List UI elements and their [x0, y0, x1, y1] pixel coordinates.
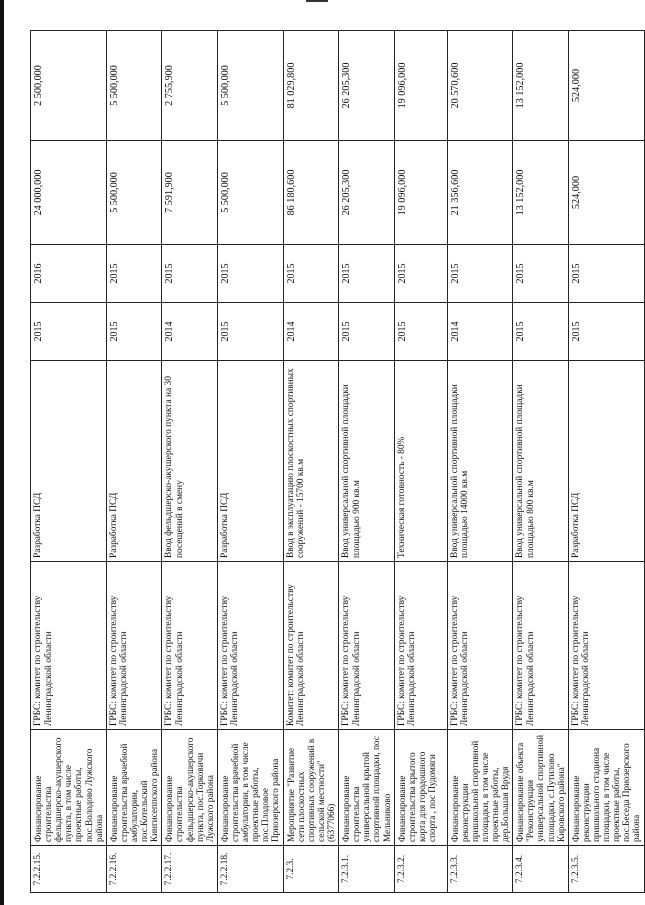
start-year-cell: 2015	[31, 303, 107, 361]
responsible-authority-cell: ГРБС: комитет по строительству Ленинградской области	[162, 562, 218, 730]
responsible-authority-cell: ГРБС: комитет по строительству Ленинградской области	[31, 562, 107, 730]
table-row	[162, 31, 218, 893]
planned-amount-cell: 5 500,000	[217, 31, 283, 141]
scan-mark	[306, 0, 328, 2]
planned-amount-cell: 2 755,900	[162, 31, 218, 141]
total-cost-cell: 26 205,300	[339, 141, 395, 245]
program-table	[30, 30, 645, 893]
expected-result-cell: Техническая готовность - 80%	[394, 361, 447, 562]
activity-name-cell: Финансирование реконструкции пришкольного стадиона площадки, в том числе проектные работы, пос.Беседа Приозерского района	[568, 730, 644, 846]
row-number-cell: 7.2.2.18.	[217, 846, 283, 893]
planned-amount-cell: 81 029,800	[283, 31, 339, 141]
activity-name-cell: Финансирование строительства фельдшерско-акушерского пункта, пос.Торковичи Лужского района	[162, 730, 218, 846]
row-number-cell: 7.2.2.17.	[162, 846, 218, 893]
table-row	[394, 31, 447, 893]
responsible-authority-cell: ГРБС: комитет по строительству Ленинградской области	[217, 562, 283, 730]
table-row	[447, 31, 513, 893]
activity-name-cell: Финансирование строительства универсальной крытой спортивной площадки, пос Мельниково	[339, 730, 395, 846]
table-row	[31, 31, 107, 893]
start-year-cell: 2014	[283, 303, 339, 361]
responsible-authority-cell: ГРБС: комитет по строительству Ленинградской области	[568, 562, 644, 730]
row-number-cell: 7.2.3.1.	[339, 846, 395, 893]
expected-result-cell: Ввод в эксплуатацию плоскостных спортивных сооружений - 15700 кв.м	[283, 361, 339, 562]
end-year-cell: 2015	[394, 245, 447, 303]
row-number-cell: 7.2.2.16.	[106, 846, 162, 893]
expected-result-cell: Разработка ПСД	[568, 361, 644, 562]
total-cost-cell: 24 000,000	[31, 141, 107, 245]
table-body	[31, 31, 645, 893]
end-year-cell: 2015	[162, 245, 218, 303]
expected-result-cell: Разработка ПСД	[31, 361, 107, 562]
row-number-cell: 7.2.3.2.	[394, 846, 447, 893]
activity-name-cell: Финансирование объекта "Реконструкция универсальной спортивной площадки, с.Путилово Кировского района"	[513, 730, 569, 846]
table-row	[568, 31, 644, 893]
total-cost-cell: 5 500,000	[106, 141, 162, 245]
activity-name-cell: Мероприятие "Развитие сети плоскостных спортивных сооружений в сельской местности" (6377066)	[283, 730, 339, 846]
end-year-cell: 2015	[283, 245, 339, 303]
activity-name-cell: Финансирование строительства врачебной амбулатории, пос.Котельский Кингисеппского района	[106, 730, 162, 846]
start-year-cell: 2015	[513, 303, 569, 361]
end-year-cell: 2015	[513, 245, 569, 303]
planned-amount-cell: 26 205,300	[339, 31, 395, 141]
start-year-cell: 2015	[339, 303, 395, 361]
expected-result-cell: Ввод универсальной спортивной площадки площадью 14000 кв.м	[447, 361, 513, 562]
expected-result-cell: Разработка ПСД	[217, 361, 283, 562]
row-number-cell: 7.2.3.5.	[568, 846, 644, 893]
start-year-cell: 2015	[106, 303, 162, 361]
total-cost-cell: 524,000	[568, 141, 644, 245]
row-number-cell: 7.2.3.3.	[447, 846, 513, 893]
end-year-cell: 2015	[568, 245, 644, 303]
activity-name-cell: Финансирование реконструкции пришкольной спортивной площадки, в том числе проектные работы, дер.Большая Врудя	[447, 730, 513, 846]
end-year-cell: 2015	[447, 245, 513, 303]
expected-result-cell: Разработка ПСД	[106, 361, 162, 562]
start-year-cell: 2014	[447, 303, 513, 361]
expected-result-cell: Ввод универсальной спортивной площадки площадью 900 кв.м	[339, 361, 395, 562]
responsible-authority-cell: ГРБС: комитет по строительству Ленинградской области	[447, 562, 513, 730]
total-cost-cell: 19 096,000	[394, 141, 447, 245]
activity-name-cell: Финансирование строительства фельдшерско-акушерского пункта, в том числе проектные работы, пос.Володово Лужского района	[31, 730, 107, 846]
row-number-cell: 7.2.2.15.	[31, 846, 107, 893]
table-row	[283, 31, 339, 893]
start-year-cell: 2015	[568, 303, 644, 361]
end-year-cell: 2015	[339, 245, 395, 303]
start-year-cell: 2015	[217, 303, 283, 361]
planned-amount-cell: 13 152,000	[513, 31, 569, 141]
activity-name-cell: Финансирование строительства крытого корта для городошного спорта , пос Пудомяги	[394, 730, 447, 846]
scan-edge	[0, 0, 4, 905]
row-number-cell: 7.2.3.4.	[513, 846, 569, 893]
responsible-authority-cell: ГРБС: комитет по строительству Ленинградской области	[106, 562, 162, 730]
planned-amount-cell: 20 570,600	[447, 31, 513, 141]
table-row	[106, 31, 162, 893]
responsible-authority-cell: Комитет: комитет по строительству Ленинградской области	[283, 562, 339, 730]
end-year-cell: 2015	[217, 245, 283, 303]
start-year-cell: 2014	[162, 303, 218, 361]
start-year-cell: 2015	[394, 303, 447, 361]
table-row	[513, 31, 569, 893]
total-cost-cell: 13 152,000	[513, 141, 569, 245]
responsible-authority-cell: ГРБС: комитет по строительству Ленинградской области	[394, 562, 447, 730]
expected-result-cell: Ввод универсальной спортивной площадки площадью 800 кв.м	[513, 361, 569, 562]
total-cost-cell: 21 356,600	[447, 141, 513, 245]
activity-name-cell: Финансирование строительства врачебной амбулатории, в том числе проектные работы, пос.Плодовое Приозерского района	[217, 730, 283, 846]
responsible-authority-cell: ГРБС: комитет по строительству Ленинградской области	[513, 562, 569, 730]
planned-amount-cell: 524,000	[568, 31, 644, 141]
planned-amount-cell: 5 500,000	[106, 31, 162, 141]
table-row	[217, 31, 283, 893]
table-row	[339, 31, 395, 893]
total-cost-cell: 86 180,600	[283, 141, 339, 245]
responsible-authority-cell: ГРБС: комитет по строительству Ленинградской области	[339, 562, 395, 730]
total-cost-cell: 7 591,900	[162, 141, 218, 245]
expected-result-cell: Ввод фельдшерско-акушерского пункта на 30 посещений в смену	[162, 361, 218, 562]
planned-amount-cell: 19 096,000	[394, 31, 447, 141]
total-cost-cell: 5 500,000	[217, 141, 283, 245]
end-year-cell: 2016	[31, 245, 107, 303]
planned-amount-cell: 2 500,000	[31, 31, 107, 141]
end-year-cell: 2015	[106, 245, 162, 303]
row-number-cell: 7.2.3.	[283, 846, 339, 893]
